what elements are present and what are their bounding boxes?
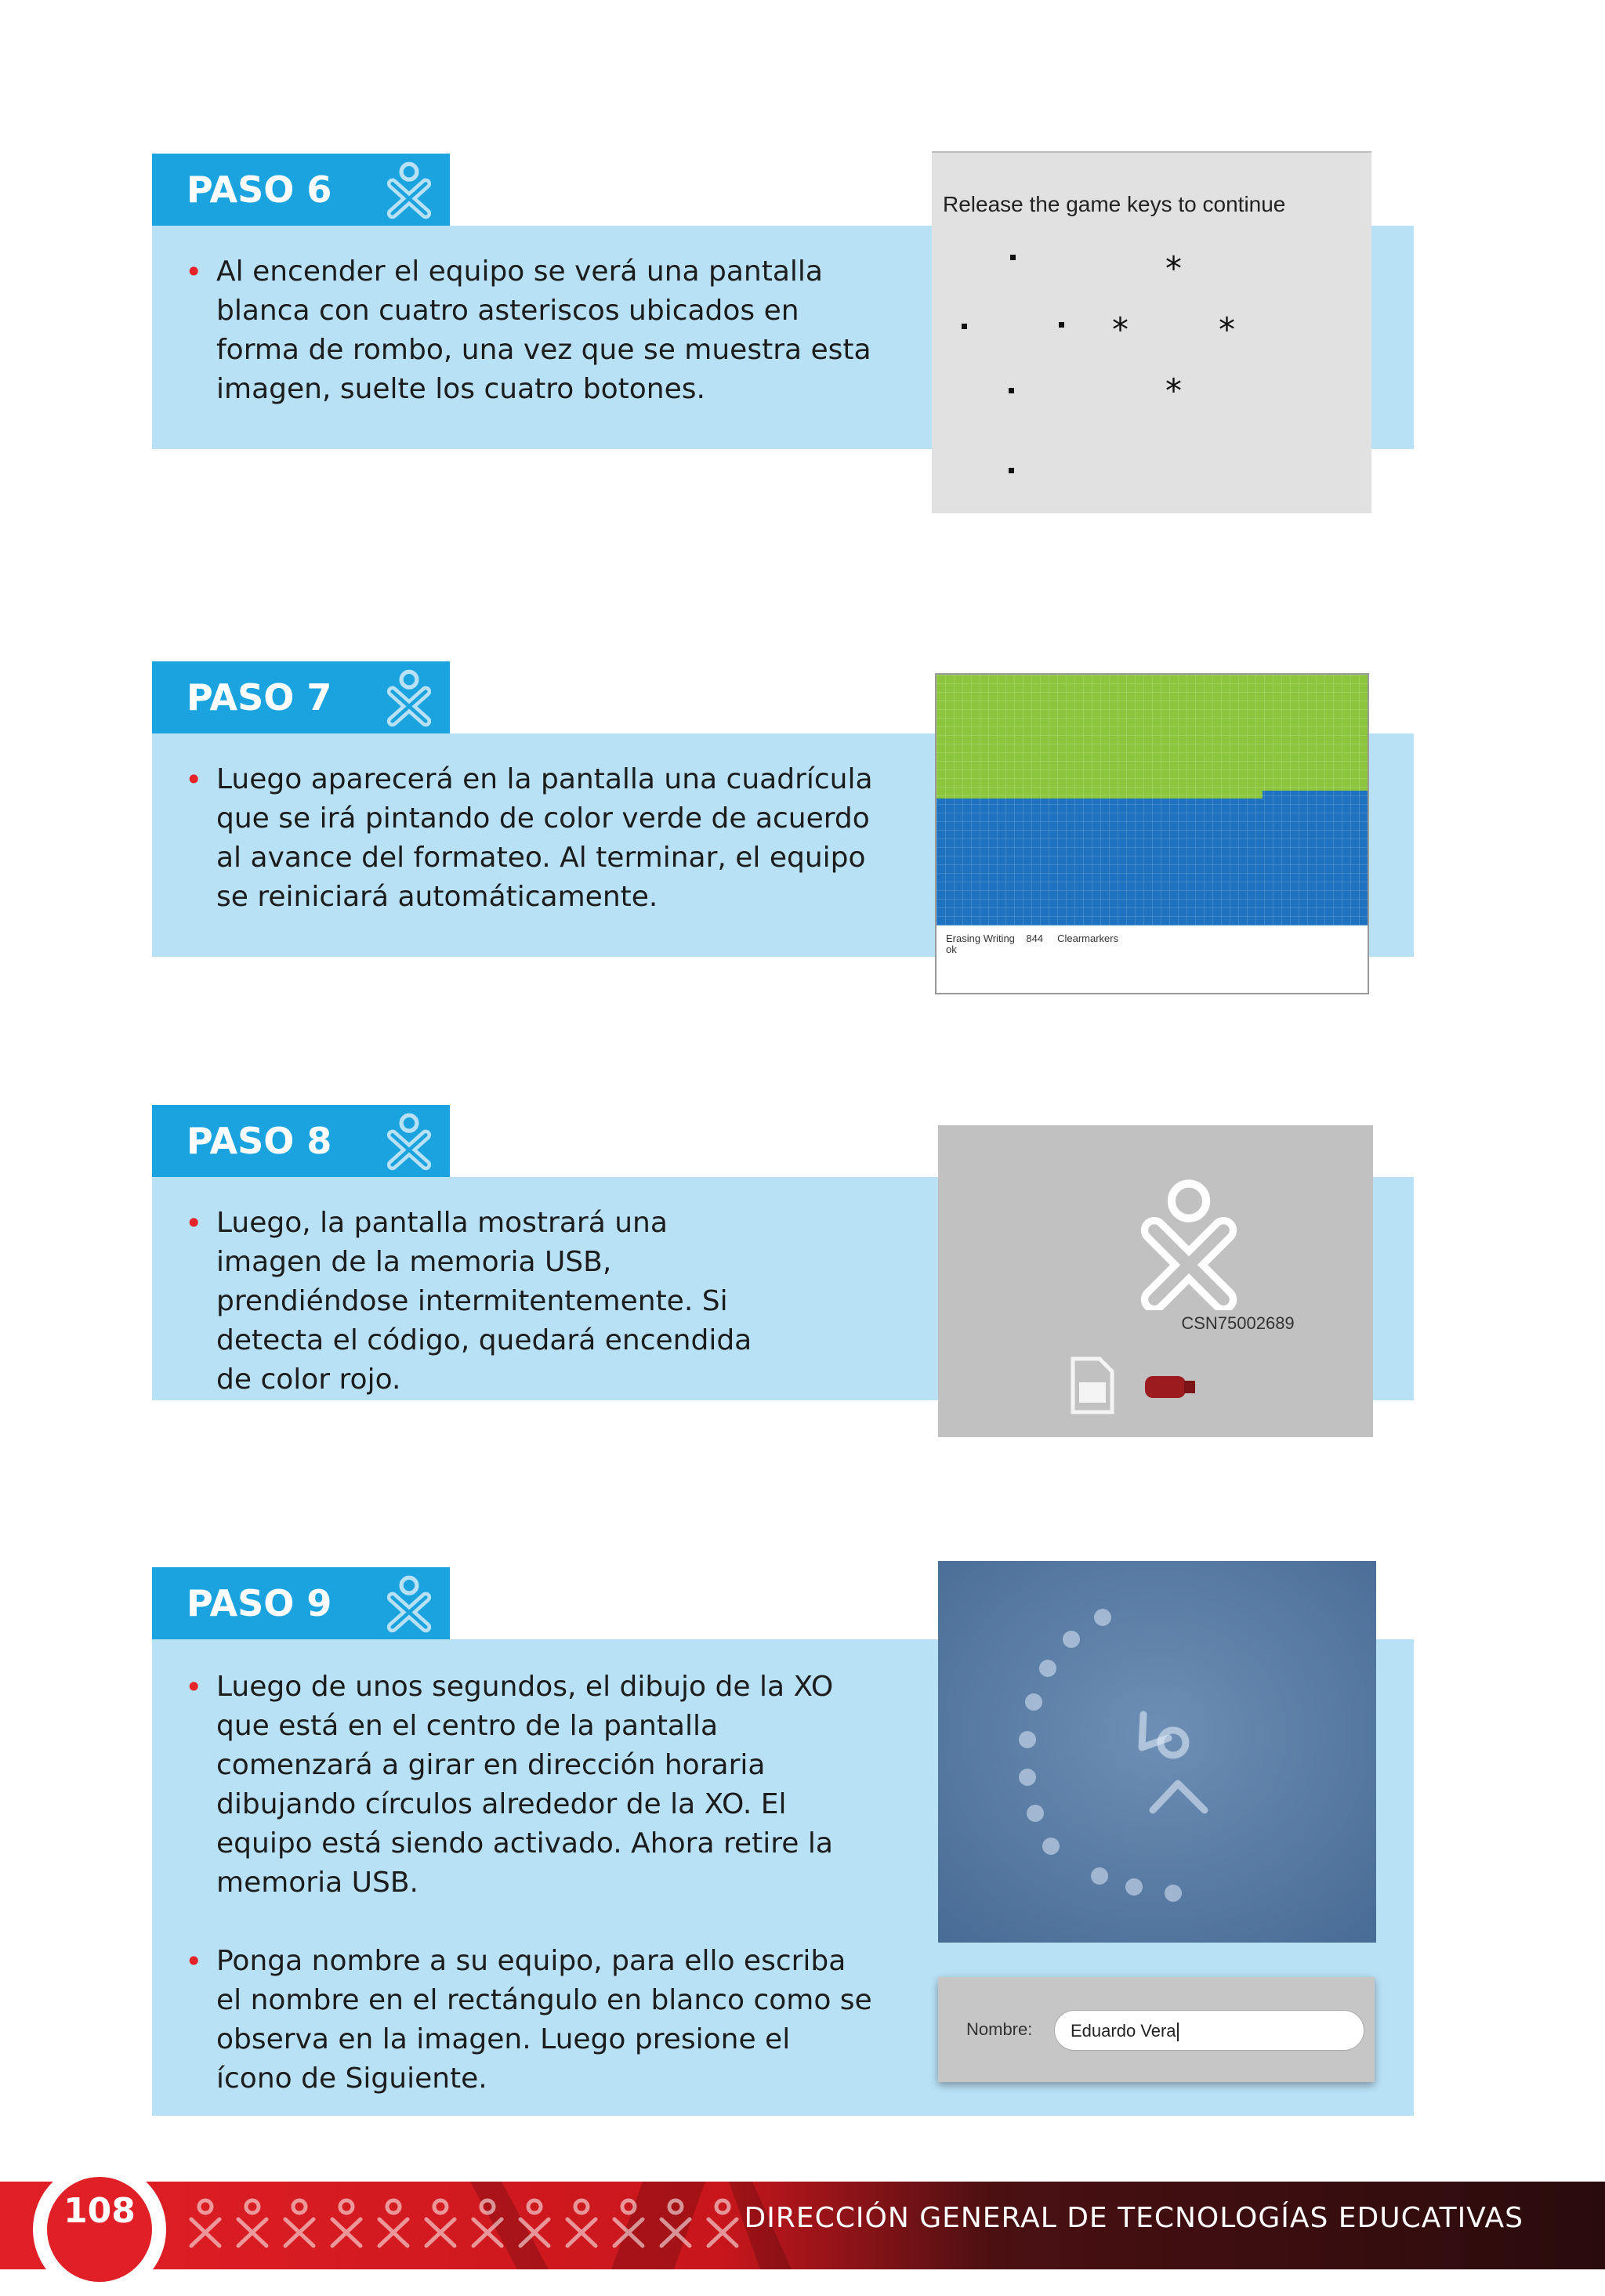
step-9-title: PASO 9 [187,1582,332,1624]
step-8-screenshot [938,1125,1373,1437]
serial-number: CSN75002689 [1181,1313,1295,1333]
step-9-bullet-1: • Luego de unos segundos, el dibujo de la XO que está en el centro de la pantalla comenzará a girar en dirección horaria dibujando círculos alrededor de la XO. El equipo está siendo activado. Ahora retire la memoria USB. [185,1668,875,1903]
asterisk-icon: * [1112,310,1129,349]
step-8-bullet: • Luego, la pantalla mostrará una imagen de la memoria USB, prendiéndose intermitentemente. Si detecta el código, quedará encendida de color rojo. [185,1204,765,1400]
step-9-name-screenshot [938,1977,1375,2082]
bullet-icon: • [185,1944,203,1979]
xo-logo-icon [379,160,439,219]
format-progress-grid [937,675,1368,925]
dot-icon [1010,255,1016,260]
text-cursor [1177,2023,1179,2041]
bullet-icon: • [185,762,203,797]
step-6-title: PASO 6 [187,168,332,211]
step-9-text [185,1668,875,2099]
step-9-bullet-2: • Ponga nombre a su equipo, para ello escriba el nombre en el rectángulo en blanco como se observa en la imagen. Luego presione el ícono de Siguiente. [185,1942,875,2099]
step-6-text [185,252,875,409]
asterisk-diamond-graphic [932,153,1371,513]
step-9-tab [152,1567,450,1639]
xo-boot-logo-icon [1110,1177,1267,1310]
sd-card-icon [1068,1356,1115,1415]
format-status-text: Erasing Writing 844 Clearmarkers ok [946,933,1119,955]
page-number: 108 [63,2191,136,2231]
activation-spinner-graphic [938,1561,1376,1943]
step-7-tab [152,661,450,733]
dot-icon [1009,468,1014,473]
game-keys-message: Release the game keys to continue [943,192,1286,216]
dot-icon [1059,322,1064,328]
step-8-text [185,1204,765,1400]
footer-title: DIRECCIÓN GENERAL DE TECNOLOGÍAS EDUCATIVAS [744,2202,1523,2234]
asterisk-icon: * [1219,310,1235,349]
step-6-screenshot [932,151,1371,513]
step-8-title: PASO 8 [187,1120,332,1162]
usb-drive-icon [1143,1371,1198,1403]
name-input[interactable]: Eduardo Vera [1054,2010,1364,2051]
asterisk-icon: * [1165,371,1182,410]
step-6-tab [152,154,450,226]
step-7-screenshot [935,673,1369,994]
asterisk-icon: * [1165,249,1182,288]
dot-icon [1009,388,1014,393]
step-7-bullet: • Luego aparecerá en la pantalla una cuadrícula que se irá pintando de color verde de acuerdo al avance del formateo. Al terminar, el equipo se reiniciará automáticamente. [185,760,882,917]
dot-icon [962,324,967,329]
step-7-title: PASO 7 [187,676,332,719]
step-7-text [185,760,882,917]
bullet-icon: • [185,255,203,289]
bullet-icon: • [185,1206,203,1240]
step-8-tab [152,1105,450,1177]
xo-logo-icon [379,1111,439,1171]
xo-logo-icon [379,1574,439,1633]
xo-logo-icon [379,668,439,727]
bullet-icon: • [185,1670,203,1704]
step-6-bullet: • Al encender el equipo se verá una pantalla blanca con cuatro asteriscos ubicados en forma de rombo, una vez que se muestra esta imagen, suelte los cuatro botones. [185,252,875,409]
name-label: Nombre: [966,2019,1033,2039]
step-9-activation-screenshot [938,1561,1376,1943]
